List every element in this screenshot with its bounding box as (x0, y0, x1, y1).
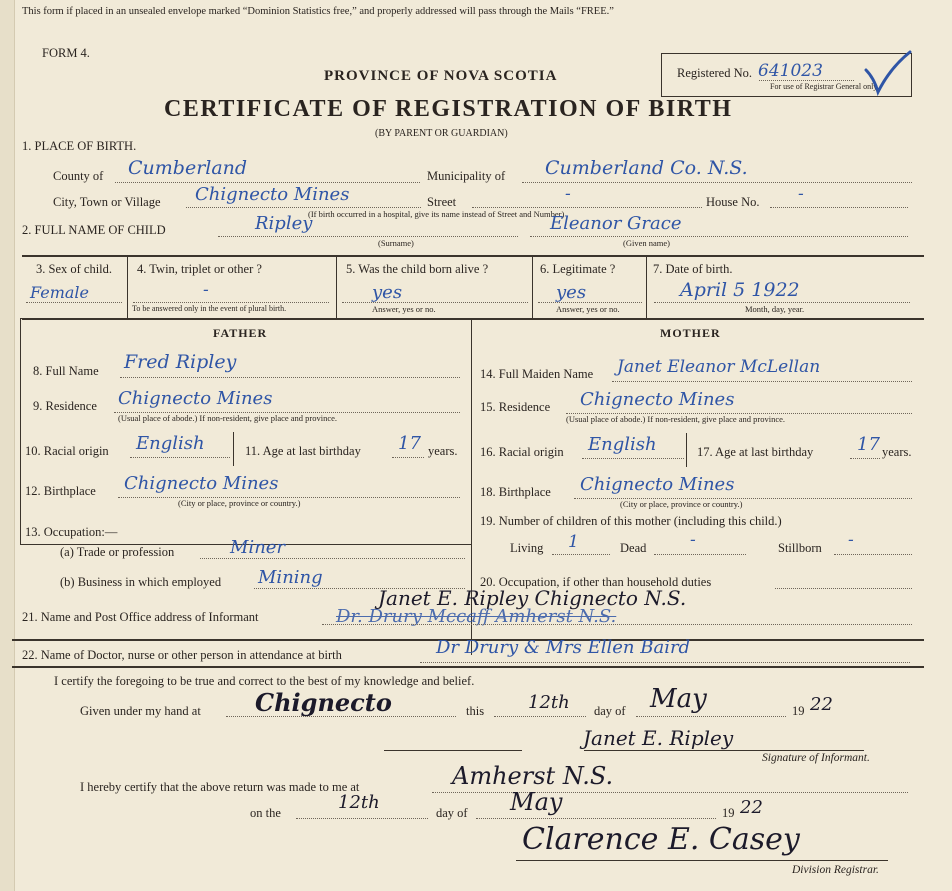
mother-residence-note: (Usual place of abode.) If non-resident, give place and province. (566, 414, 786, 424)
registrar-month: May (510, 788, 563, 816)
sex-value: Female (30, 283, 89, 302)
on-label: on the (250, 806, 281, 820)
mother-age-label: 17. Age at last birthday (697, 445, 814, 459)
house-value: - (798, 184, 804, 204)
county-value: Cumberland (128, 157, 248, 179)
house-label: House No. (706, 195, 760, 209)
father-residence: Chignecto Mines (118, 388, 273, 409)
children-label: 19. Number of children of this mother (including this child.) (480, 514, 782, 528)
father-age-label: 11. Age at last birthday (245, 444, 361, 458)
dob-label: 7. Date of birth. (653, 262, 733, 276)
legitimate-label: 6. Legitimate ? (540, 262, 616, 276)
stillborn-value: - (848, 530, 854, 550)
occupation-label: 13. Occupation:— (25, 525, 118, 539)
mother-birthplace: Chignecto Mines (580, 474, 735, 495)
informant-label: 21. Name and Post Office address of Informant (22, 610, 259, 624)
father-name: Fred Ripley (124, 351, 237, 373)
trade-value: Miner (230, 537, 286, 558)
mother-occupation-label: 20. Occupation, if other than household duties (480, 575, 712, 589)
father-heading: FATHER (213, 326, 268, 340)
check-mark-icon (860, 48, 916, 98)
county-label: County of (53, 169, 104, 183)
registrar-year-prefix: 19 (722, 806, 735, 820)
mother-racial: English (588, 434, 657, 455)
registrar-day-of-label: day of (436, 806, 468, 820)
sex-label: 3. Sex of child. (36, 262, 113, 276)
street-label: Street (427, 195, 457, 209)
alive-note: Answer, yes or no. (372, 304, 436, 314)
given-day: 12th (528, 692, 570, 713)
business-value: Mining (258, 567, 323, 588)
trade-label: (a) Trade or profession (60, 545, 175, 559)
legitimate-value: yes (556, 282, 587, 303)
mother-racial-label: 16. Racial origin (480, 445, 564, 459)
document-subtitle: (BY PARENT OR GUARDIAN) (375, 128, 508, 139)
city-value: Chignecto Mines (195, 184, 350, 205)
mother-birthplace-note: (City or place, province or country.) (620, 499, 743, 509)
street-value: - (565, 184, 571, 204)
informant-value: Janet E. Ripley Chignecto N.S. (378, 586, 687, 610)
stillborn-label: Stillborn (778, 541, 822, 555)
twin-label: 4. Twin, triplet or other ? (137, 262, 262, 276)
province-heading: PROVINCE OF NOVA SCOTIA (324, 68, 558, 84)
informant-signature-caption: Signature of Informant. (762, 752, 870, 764)
hospital-note: (If birth occurred in a hospital, give its name instead of Street and Number) (308, 209, 565, 219)
informant-signature: Janet E. Ripley (583, 726, 734, 750)
given-caption: (Given name) (623, 238, 670, 248)
twin-value: - (203, 280, 209, 300)
registrar-use-note: For use of Registrar General only. (770, 82, 879, 91)
this-label: this (466, 704, 485, 718)
document-title: CERTIFICATE OF REGISTRATION OF BIRTH (164, 96, 733, 122)
mother-age-unit: years. (882, 445, 912, 459)
mother-name-label: 14. Full Maiden Name (480, 367, 594, 381)
registrar-signature: Clarence E. Casey (522, 822, 800, 857)
father-racial-label: 10. Racial origin (25, 444, 109, 458)
child-name-label: 2. FULL NAME OF CHILD (22, 223, 166, 237)
given-label: Given under my hand at (80, 704, 201, 718)
registrar-text: I hereby certify that the above return was made to me at (80, 780, 360, 794)
alive-label: 5. Was the child born alive ? (346, 262, 489, 276)
child-given-name: Eleanor Grace (550, 213, 682, 234)
registrar-day: 12th (338, 792, 380, 813)
dob-note: Month, day, year. (745, 304, 805, 314)
dead-label: Dead (620, 541, 647, 555)
legitimate-note: Answer, yes or no. (556, 304, 620, 314)
day-of-label: day of (594, 704, 626, 718)
year-prefix: 19 (792, 704, 805, 718)
given-place: Chignecto (255, 688, 392, 717)
father-birthplace: Chignecto Mines (124, 473, 279, 494)
mail-notice: This form if placed in an unsealed envelope marked “Dominion Statistics free,” and properly addressed will pass through the Mails “FREE.” (22, 6, 614, 17)
business-label: (b) Business in which employed (60, 575, 222, 589)
alive-value: yes (372, 282, 403, 303)
mother-age: 17 (857, 434, 880, 455)
doctor-label: 22. Name of Doctor, nurse or other person in attendance at birth (22, 648, 342, 662)
father-name-label: 8. Full Name (33, 364, 99, 378)
certify-text: I certify the foregoing to be true and correct to the best of my knowledge and belief. (54, 674, 475, 688)
mother-residence-label: 15. Residence (480, 400, 551, 414)
registered-number: 641023 (758, 61, 823, 81)
mother-birthplace-label: 18. Birthplace (480, 485, 551, 499)
mother-residence: Chignecto Mines (580, 389, 735, 410)
mother-name: Janet Eleanor McLellan (617, 357, 821, 377)
father-birthplace-note: (City or place, province or country.) (178, 498, 301, 508)
father-residence-label: 9. Residence (33, 399, 97, 413)
father-racial: English (136, 433, 205, 454)
dead-value: - (690, 530, 696, 550)
father-age: 17 (398, 433, 421, 454)
municipality-value: Cumberland Co. N.S. (545, 157, 748, 179)
mother-heading: MOTHER (660, 326, 721, 340)
form-number: FORM 4. (42, 46, 90, 60)
living-label: Living (510, 541, 544, 555)
doctor-value: Dr Drury & Mrs Ellen Baird (436, 637, 691, 658)
father-residence-note: (Usual place of abode.) If non-resident, give place and province. (118, 413, 338, 423)
father-age-unit: years. (428, 444, 458, 458)
informant-struck-value: Dr. Drury Mccaff Amherst N.S. (336, 606, 617, 627)
child-surname: Ripley (255, 213, 313, 234)
binding-edge (0, 0, 15, 891)
living-value: 1 (568, 532, 579, 552)
surname-caption: (Surname) (378, 238, 414, 248)
registrar-caption: Division Registrar. (792, 864, 879, 876)
registered-label: Registered No. (677, 66, 752, 80)
father-box (20, 318, 472, 545)
given-year: 22 (810, 694, 833, 715)
municipality-label: Municipality of (427, 169, 506, 183)
registrar-year: 22 (740, 797, 763, 818)
father-birthplace-label: 12. Birthplace (25, 484, 96, 498)
city-label: City, Town or Village (53, 195, 161, 209)
registrar-place: Amherst N.S. (452, 762, 614, 790)
place-section-label: 1. PLACE OF BIRTH. (22, 139, 137, 153)
given-month: May (650, 684, 707, 714)
twin-note: To be answered only in the event of plural birth. (132, 304, 287, 313)
dob-value: April 5 1922 (680, 279, 800, 301)
